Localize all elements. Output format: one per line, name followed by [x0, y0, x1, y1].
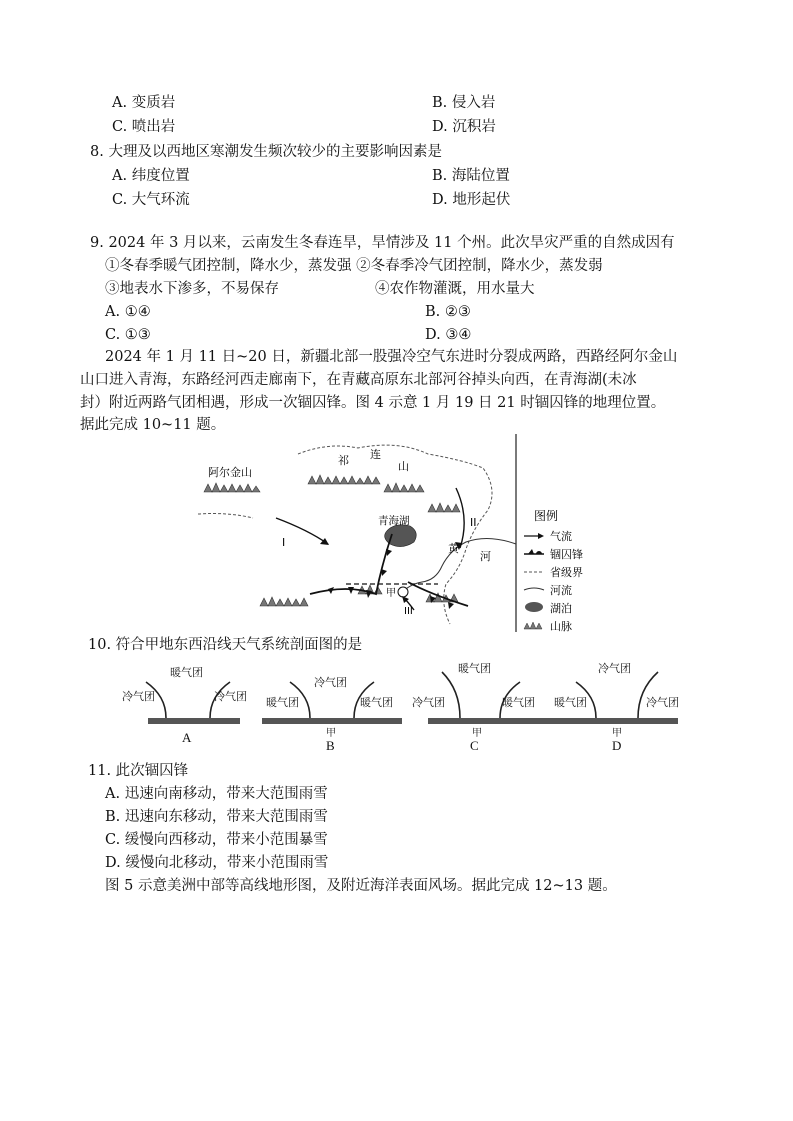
q9-option-c: C. ①③ — [105, 327, 151, 343]
diagram-c-top-label: 暖气团 — [458, 662, 491, 675]
q11-stem: 11. 此次锢囚锋 — [88, 763, 189, 779]
q11-option-c: C. 缓慢向西移动，带来小范围暴雪 — [105, 832, 328, 848]
q9-option-b: B. ②③ — [425, 304, 471, 320]
diagram-a-letter: A — [182, 730, 192, 745]
q9-option-d: D. ③④ — [425, 327, 472, 343]
legend-front: 锢囚锋 — [550, 548, 583, 561]
label-qi: 祁 — [338, 454, 349, 467]
q9-statement-4: ④农作物灌溉，用水量大 — [375, 281, 535, 297]
q8-stem: 8. 大理及以西地区寒潮发生频次较少的主要影响因素是 — [90, 144, 442, 160]
diagram-d-letter: D — [612, 738, 622, 753]
diagram-a-right-label: 冷气团 — [214, 690, 247, 703]
legend-lake: 湖泊 — [550, 602, 572, 615]
diagram-a-left-label: 冷气团 — [122, 690, 155, 703]
q8-option-b: B. 海陆位置 — [432, 168, 510, 184]
label-jia: 甲 — [386, 588, 396, 599]
label-altun-mountains: 阿尔金山 — [208, 466, 252, 479]
diagram-d-base-label: 甲 — [612, 728, 622, 739]
q7-option-b: B. 侵入岩 — [432, 95, 496, 111]
passage-line-2: 山口进入青海，东路经河西走廊南下，在青藏高原东北部河谷掉头向西，在青海湖(未冰 — [80, 372, 637, 388]
diagram-b-right-label: 暖气团 — [360, 696, 393, 709]
q7-option-d: D. 沉积岩 — [432, 119, 496, 135]
label-roman-3: III — [404, 606, 413, 617]
q7-option-a: A. 变质岩 — [112, 95, 176, 111]
legend-mountain-icon — [524, 622, 542, 629]
label-lian: 连 — [370, 448, 381, 461]
legend-lake-icon — [525, 602, 543, 612]
diagram-b-letter: B — [326, 738, 335, 753]
passage-line-3: 封）附近两路气团相遇，形成一次锢囚锋。图 4 示意 1 月 19 日 21 时锢囚锋的地理位置。 — [80, 395, 666, 411]
diagram-b — [262, 660, 402, 753]
label-qinghai-lake: 青海湖 — [378, 515, 410, 527]
legend-border: 省级界 — [550, 566, 583, 579]
passage-line-4: 据此完成 10~11 题。 — [80, 417, 226, 433]
q11-option-a: A. 迅速向南移动，带来大范围雨雪 — [105, 786, 328, 802]
diagram-c-base-label: 甲 — [472, 728, 482, 739]
q7-option-c: C. 喷出岩 — [112, 119, 176, 135]
passage-line-1: 2024 年 1 月 11 日~20 日，新疆北部一股强冷空气东进时分裂成两路，西路经阿尔金山 — [105, 349, 678, 365]
diagram-c — [408, 660, 548, 753]
diagram-a-top-label: 暖气团 — [170, 666, 203, 679]
label-roman-2: II — [470, 516, 477, 529]
legend-title: 图例 — [534, 509, 559, 523]
q9-statements-1-2: ①冬春季暖气团控制，降水少，蒸发强 ②冬春季冷气团控制，降水少，蒸发弱 — [105, 258, 603, 274]
q8-option-a: A. 纬度位置 — [112, 168, 190, 184]
legend-river: 河流 — [550, 584, 572, 597]
label-shan: 山 — [398, 460, 409, 473]
diagram-c-right-label: 暖气团 — [502, 696, 535, 709]
q8-option-d: D. 地形起伏 — [432, 192, 511, 208]
legend-airflow: 气流 — [550, 530, 572, 543]
legend-mountain: 山脉 — [550, 620, 572, 632]
diagram-b-base-label: 甲 — [326, 728, 336, 739]
diagram-a — [118, 660, 258, 750]
diagram-b-left-label: 暖气团 — [266, 696, 299, 709]
diagram-c-letter: C — [470, 738, 479, 753]
figure-5-intro: 图 5 示意美洲中部等高线地形图，及附近海洋表面风场。据此完成 12~13 题。 — [105, 878, 617, 894]
q11-option-d: D. 缓慢向北移动，带来小范围雨雪 — [105, 855, 329, 871]
figure-4-map — [198, 434, 598, 632]
diagram-d-right-label: 冷气团 — [646, 696, 679, 709]
diagram-d — [548, 660, 688, 753]
q10-stem: 10. 符合甲地东西沿线天气系统剖面图的是 — [88, 637, 363, 653]
diagram-c-left-label: 冷气团 — [412, 696, 445, 709]
diagram-d-top-label: 冷气团 — [598, 662, 631, 675]
q11-option-b: B. 迅速向东移动，带来大范围雨雪 — [105, 809, 328, 825]
q9-statement-3: ③地表水下渗多，不易保存 — [105, 281, 279, 297]
label-roman-1: I — [282, 536, 286, 549]
q8-option-c: C. 大气环流 — [112, 192, 190, 208]
q9-option-a: A. ①④ — [105, 304, 151, 320]
diagram-b-top-label: 冷气团 — [314, 676, 347, 689]
diagram-d-left-label: 暖气团 — [554, 696, 587, 709]
label-huang: 黄 — [448, 542, 459, 555]
q9-stem: 9. 2024 年 3 月以来，云南发生冬春连旱，旱情涉及 11 个州。此次旱灾严重的自然成因有 — [90, 235, 675, 251]
label-he: 河 — [480, 550, 491, 563]
